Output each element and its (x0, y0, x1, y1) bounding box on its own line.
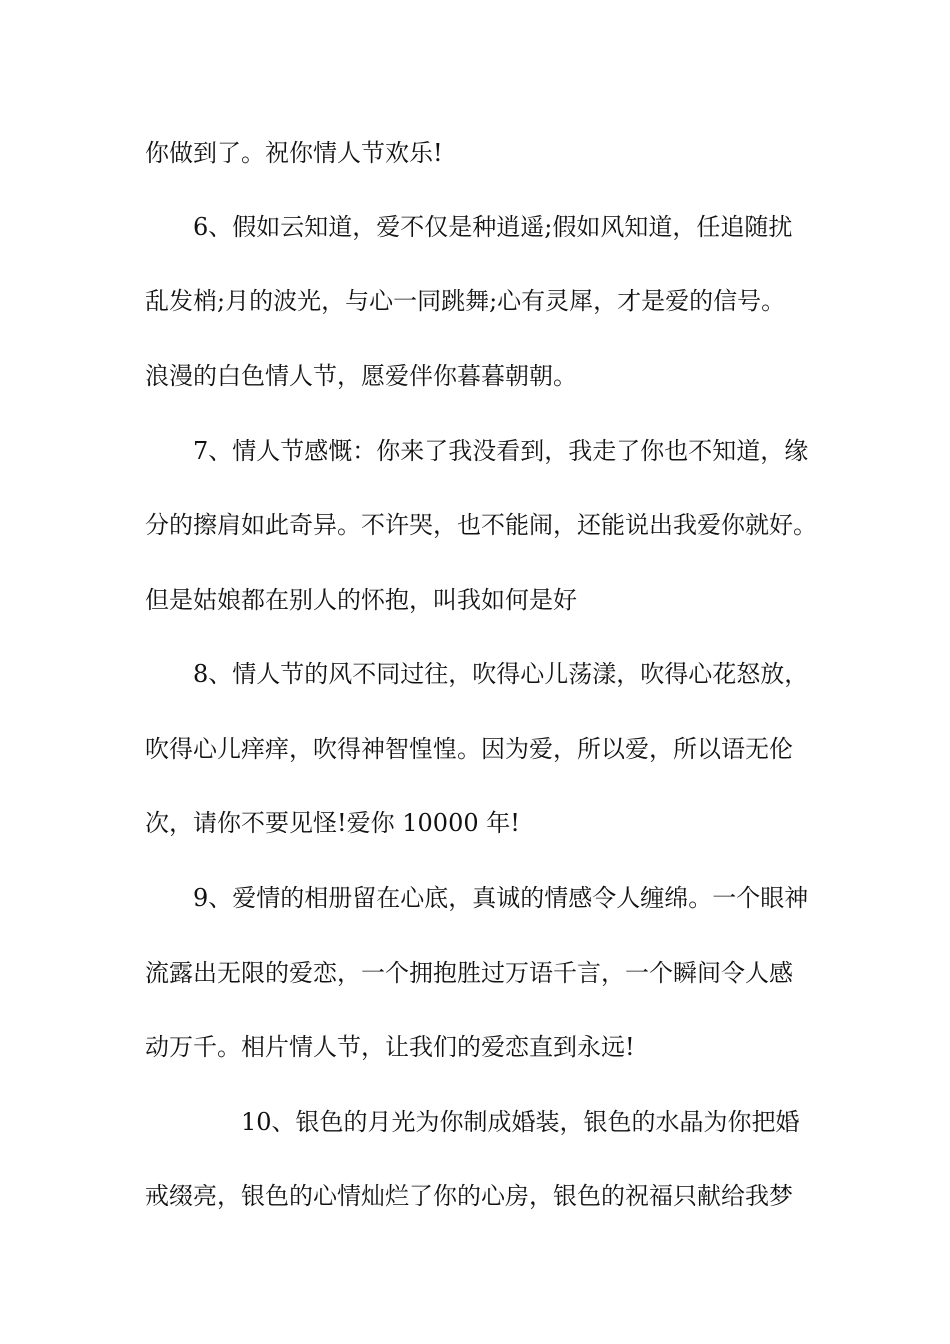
text-line: 但是姑娘都在别人的怀抱，叫我如何是好 (145, 586, 577, 614)
text-line: 分的擦肩如此奇异。不许哭，也不能闹，还能说出我爱你就好。 (145, 511, 817, 539)
paragraph-7-line-1: 7、情人节感慨：你来了我没看到，我走了你也不知道，缘 (193, 437, 809, 465)
text-line: 浪漫的白色情人节，愿爱伴你暮暮朝朝。 (145, 362, 577, 390)
text-line: 次，请你不要见怪!爱你 10000 年! (145, 809, 520, 837)
text-line: 戒缀亮，银色的心情灿烂了你的心房，银色的祝福只献给我梦 (145, 1182, 793, 1210)
text-line: 吹得心儿痒痒，吹得神智惶惶。因为爱，所以爱，所以语无伦 (145, 735, 793, 763)
paragraph-9-line-1: 9、爱情的相册留在心底，真诚的情感令人缠绵。一个眼神 (193, 884, 809, 912)
paragraph-8-line-1: 8、情人节的风不同过往，吹得心儿荡漾，吹得心花怒放， (193, 660, 809, 688)
paragraph-6-line-1: 6、假如云知道，爱不仅是种逍遥;假如风知道，任追随扰 (193, 213, 793, 241)
text-line: 乱发梢;月的波光，与心一同跳舞;心有灵犀，才是爱的信号。 (145, 287, 786, 315)
paragraph-10-line-1: 10、银色的月光为你制成婚装，银色的水晶为你把婚 (241, 1108, 800, 1136)
text-line: 动万千。相片情人节，让我们的爱恋直到永远! (145, 1033, 635, 1061)
text-line: 你做到了。祝你情人节欢乐! (145, 139, 443, 167)
text-line: 流露出无限的爱恋，一个拥抱胜过万语千言，一个瞬间令人感 (145, 959, 793, 987)
